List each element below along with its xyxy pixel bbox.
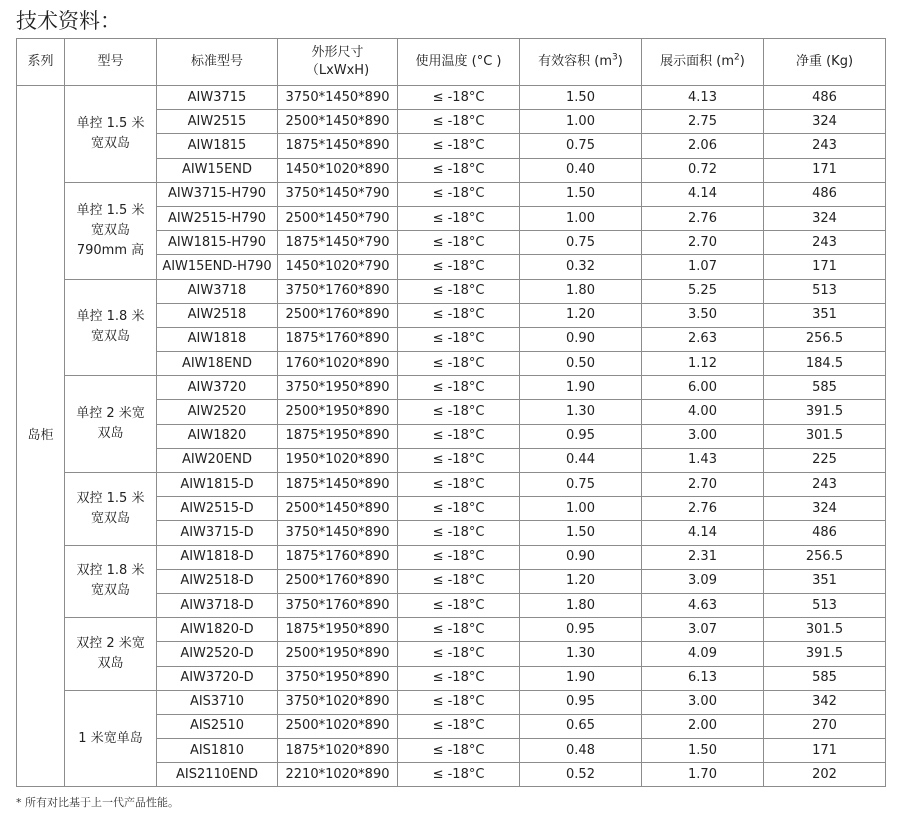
volume-cell: 0.48 bbox=[520, 739, 642, 763]
area-cell: 2.75 bbox=[642, 110, 764, 134]
model-cell: AIW2515-D bbox=[157, 497, 278, 521]
volume-cell: 0.90 bbox=[520, 545, 642, 569]
model-cell: AIW18END bbox=[157, 352, 278, 376]
header-model: 标准型号 bbox=[157, 39, 278, 86]
dimensions-cell: 2210*1020*890 bbox=[278, 763, 398, 787]
area-cell: 3.00 bbox=[642, 690, 764, 714]
volume-cell: 0.40 bbox=[520, 158, 642, 182]
temperature-cell: ≤ -18°C bbox=[398, 497, 520, 521]
model-cell: AIW1815-H790 bbox=[157, 231, 278, 255]
weight-cell: 202 bbox=[764, 763, 886, 787]
volume-cell: 0.44 bbox=[520, 448, 642, 472]
model-cell: AIS3710 bbox=[157, 690, 278, 714]
header-dimensions-line2: （LxWxH) bbox=[305, 63, 370, 78]
weight-cell: 256.5 bbox=[764, 327, 886, 351]
table-row bbox=[17, 690, 886, 714]
dimensions-cell: 2500*1450*790 bbox=[278, 206, 398, 230]
area-cell: 3.50 bbox=[642, 303, 764, 327]
temperature-cell: ≤ -18°C bbox=[398, 763, 520, 787]
volume-cell: 1.20 bbox=[520, 303, 642, 327]
dimensions-cell: 3750*1950*890 bbox=[278, 376, 398, 400]
series-cell: 岛柜 bbox=[17, 86, 65, 787]
area-cell: 1.43 bbox=[642, 448, 764, 472]
header-series: 系列 bbox=[17, 39, 65, 86]
temperature-cell: ≤ -18°C bbox=[398, 593, 520, 617]
area-cell: 1.70 bbox=[642, 763, 764, 787]
weight-cell: 243 bbox=[764, 231, 886, 255]
dimensions-cell: 3750*1760*890 bbox=[278, 593, 398, 617]
model-cell: AIW3718-D bbox=[157, 593, 278, 617]
volume-cell: 0.75 bbox=[520, 473, 642, 497]
weight-cell: 243 bbox=[764, 134, 886, 158]
volume-cell: 0.75 bbox=[520, 134, 642, 158]
model-cell: AIW2515-H790 bbox=[157, 206, 278, 230]
volume-cell: 1.30 bbox=[520, 642, 642, 666]
area-cell: 5.25 bbox=[642, 279, 764, 303]
temperature-cell: ≤ -18°C bbox=[398, 327, 520, 351]
temperature-cell: ≤ -18°C bbox=[398, 690, 520, 714]
dimensions-cell: 2500*1020*890 bbox=[278, 714, 398, 738]
temperature-cell: ≤ -18°C bbox=[398, 618, 520, 642]
area-cell: 3.09 bbox=[642, 569, 764, 593]
header-temperature: 使用温度 (°C ) bbox=[398, 39, 520, 86]
weight-cell: 301.5 bbox=[764, 424, 886, 448]
volume-cell: 1.00 bbox=[520, 110, 642, 134]
volume-cell: 1.30 bbox=[520, 400, 642, 424]
volume-cell: 0.75 bbox=[520, 231, 642, 255]
table-header-row bbox=[17, 39, 886, 86]
dimensions-cell: 1875*1760*890 bbox=[278, 327, 398, 351]
area-cell: 0.72 bbox=[642, 158, 764, 182]
area-cell: 3.07 bbox=[642, 618, 764, 642]
model-cell: AIW15END-H790 bbox=[157, 255, 278, 279]
weight-cell: 513 bbox=[764, 279, 886, 303]
table-row bbox=[17, 618, 886, 642]
weight-cell: 184.5 bbox=[764, 352, 886, 376]
temperature-cell: ≤ -18°C bbox=[398, 86, 520, 110]
group-cell: 单控 1.5 米宽双岛 790mm 高 bbox=[65, 182, 157, 279]
area-cell: 2.70 bbox=[642, 473, 764, 497]
area-cell: 2.00 bbox=[642, 714, 764, 738]
weight-cell: 351 bbox=[764, 303, 886, 327]
dimensions-cell: 1950*1020*890 bbox=[278, 448, 398, 472]
temperature-cell: ≤ -18°C bbox=[398, 182, 520, 206]
group-cell: 单控 1.8 米宽双岛 bbox=[65, 279, 157, 376]
temperature-cell: ≤ -18°C bbox=[398, 424, 520, 448]
dimensions-cell: 1875*1760*890 bbox=[278, 545, 398, 569]
weight-cell: 171 bbox=[764, 158, 886, 182]
weight-cell: 324 bbox=[764, 497, 886, 521]
volume-cell: 0.52 bbox=[520, 763, 642, 787]
weight-cell: 324 bbox=[764, 110, 886, 134]
dimensions-cell: 2500*1450*890 bbox=[278, 110, 398, 134]
area-cell: 2.63 bbox=[642, 327, 764, 351]
weight-cell: 243 bbox=[764, 473, 886, 497]
group-cell: 单控 1.5 米宽双岛 bbox=[65, 86, 157, 183]
dimensions-cell: 2500*1950*890 bbox=[278, 400, 398, 424]
area-cell: 4.63 bbox=[642, 593, 764, 617]
temperature-cell: ≤ -18°C bbox=[398, 134, 520, 158]
header-area-label: 展示面积 (m bbox=[660, 54, 735, 69]
table-row bbox=[17, 279, 886, 303]
volume-cell: 0.32 bbox=[520, 255, 642, 279]
model-cell: AIW1818-D bbox=[157, 545, 278, 569]
temperature-cell: ≤ -18°C bbox=[398, 158, 520, 182]
volume-cell: 0.90 bbox=[520, 327, 642, 351]
temperature-cell: ≤ -18°C bbox=[398, 255, 520, 279]
area-cell: 6.00 bbox=[642, 376, 764, 400]
volume-cell: 0.95 bbox=[520, 424, 642, 448]
weight-cell: 171 bbox=[764, 739, 886, 763]
model-cell: AIS2110END bbox=[157, 763, 278, 787]
spec-table-body bbox=[17, 86, 886, 787]
weight-cell: 256.5 bbox=[764, 545, 886, 569]
temperature-cell: ≤ -18°C bbox=[398, 666, 520, 690]
weight-cell: 225 bbox=[764, 448, 886, 472]
page-title: 技术资料： bbox=[16, 9, 121, 33]
weight-cell: 270 bbox=[764, 714, 886, 738]
weight-cell: 342 bbox=[764, 690, 886, 714]
weight-cell: 486 bbox=[764, 86, 886, 110]
volume-cell: 1.00 bbox=[520, 497, 642, 521]
dimensions-cell: 1875*1020*890 bbox=[278, 739, 398, 763]
temperature-cell: ≤ -18°C bbox=[398, 521, 520, 545]
volume-cell: 1.50 bbox=[520, 182, 642, 206]
area-cell: 2.31 bbox=[642, 545, 764, 569]
table-row bbox=[17, 545, 886, 569]
volume-cell: 0.65 bbox=[520, 714, 642, 738]
header-dimensions bbox=[278, 39, 398, 86]
temperature-cell: ≤ -18°C bbox=[398, 545, 520, 569]
group-cell: 单控 2 米宽双岛 bbox=[65, 376, 157, 473]
model-cell: AIW3720-D bbox=[157, 666, 278, 690]
temperature-cell: ≤ -18°C bbox=[398, 569, 520, 593]
volume-cell: 1.00 bbox=[520, 206, 642, 230]
temperature-cell: ≤ -18°C bbox=[398, 400, 520, 424]
weight-cell: 585 bbox=[764, 666, 886, 690]
temperature-cell: ≤ -18°C bbox=[398, 110, 520, 134]
table-row bbox=[17, 376, 886, 400]
area-cell: 4.09 bbox=[642, 642, 764, 666]
model-cell: AIW2515 bbox=[157, 110, 278, 134]
group-cell: 1 米宽单岛 bbox=[65, 690, 157, 787]
temperature-cell: ≤ -18°C bbox=[398, 231, 520, 255]
area-cell: 2.76 bbox=[642, 497, 764, 521]
header-area-sup: 2 bbox=[734, 52, 740, 63]
model-cell: AIW1815 bbox=[157, 134, 278, 158]
dimensions-cell: 2500*1760*890 bbox=[278, 569, 398, 593]
table-row bbox=[17, 86, 886, 110]
weight-cell: 391.5 bbox=[764, 642, 886, 666]
header-weight: 净重 (Kg) bbox=[764, 39, 886, 86]
dimensions-cell: 1450*1020*890 bbox=[278, 158, 398, 182]
dimensions-cell: 2500*1450*890 bbox=[278, 497, 398, 521]
dimensions-cell: 3750*1450*890 bbox=[278, 521, 398, 545]
spec-table bbox=[16, 38, 886, 787]
volume-cell: 1.50 bbox=[520, 521, 642, 545]
temperature-cell: ≤ -18°C bbox=[398, 376, 520, 400]
dimensions-cell: 1875*1450*790 bbox=[278, 231, 398, 255]
area-cell: 1.07 bbox=[642, 255, 764, 279]
temperature-cell: ≤ -18°C bbox=[398, 473, 520, 497]
area-cell: 4.13 bbox=[642, 86, 764, 110]
area-cell: 1.50 bbox=[642, 739, 764, 763]
area-cell: 2.70 bbox=[642, 231, 764, 255]
dimensions-cell: 2500*1760*890 bbox=[278, 303, 398, 327]
weight-cell: 301.5 bbox=[764, 618, 886, 642]
volume-cell: 0.95 bbox=[520, 690, 642, 714]
dimensions-cell: 3750*1450*790 bbox=[278, 182, 398, 206]
header-volume-label: 有效容积 (m bbox=[538, 54, 613, 69]
dimensions-cell: 3750*1450*890 bbox=[278, 86, 398, 110]
header-area bbox=[642, 39, 764, 86]
temperature-cell: ≤ -18°C bbox=[398, 642, 520, 666]
area-cell: 3.00 bbox=[642, 424, 764, 448]
dimensions-cell: 3750*1020*890 bbox=[278, 690, 398, 714]
volume-cell: 1.20 bbox=[520, 569, 642, 593]
dimensions-cell: 1875*1950*890 bbox=[278, 424, 398, 448]
model-cell: AIW3715 bbox=[157, 86, 278, 110]
temperature-cell: ≤ -18°C bbox=[398, 352, 520, 376]
model-cell: AIW1820-D bbox=[157, 618, 278, 642]
area-cell: 2.76 bbox=[642, 206, 764, 230]
model-cell: AIW3715-H790 bbox=[157, 182, 278, 206]
temperature-cell: ≤ -18°C bbox=[398, 303, 520, 327]
weight-cell: 171 bbox=[764, 255, 886, 279]
table-row bbox=[17, 473, 886, 497]
weight-cell: 324 bbox=[764, 206, 886, 230]
dimensions-cell: 3750*1950*890 bbox=[278, 666, 398, 690]
group-cell: 双控 2 米宽双岛 bbox=[65, 618, 157, 691]
weight-cell: 486 bbox=[764, 521, 886, 545]
temperature-cell: ≤ -18°C bbox=[398, 279, 520, 303]
volume-cell: 1.50 bbox=[520, 86, 642, 110]
area-cell: 4.14 bbox=[642, 182, 764, 206]
header-area-close: ) bbox=[739, 54, 745, 69]
weight-cell: 513 bbox=[764, 593, 886, 617]
header-volume-close: ) bbox=[617, 54, 623, 69]
dimensions-cell: 1875*1450*890 bbox=[278, 473, 398, 497]
weight-cell: 486 bbox=[764, 182, 886, 206]
dimensions-cell: 1450*1020*790 bbox=[278, 255, 398, 279]
table-row bbox=[17, 182, 886, 206]
temperature-cell: ≤ -18°C bbox=[398, 448, 520, 472]
dimensions-cell: 1875*1450*890 bbox=[278, 134, 398, 158]
dimensions-cell: 1760*1020*890 bbox=[278, 352, 398, 376]
model-cell: AIW3718 bbox=[157, 279, 278, 303]
dimensions-cell: 3750*1760*890 bbox=[278, 279, 398, 303]
weight-cell: 391.5 bbox=[764, 400, 886, 424]
volume-cell: 0.95 bbox=[520, 618, 642, 642]
group-cell: 双控 1.8 米宽双岛 bbox=[65, 545, 157, 618]
model-cell: AIW15END bbox=[157, 158, 278, 182]
volume-cell: 1.80 bbox=[520, 279, 642, 303]
footnote: * 所有对比基于上一代产品性能。 bbox=[16, 796, 179, 809]
model-cell: AIW2520 bbox=[157, 400, 278, 424]
volume-cell: 0.50 bbox=[520, 352, 642, 376]
area-cell: 1.12 bbox=[642, 352, 764, 376]
weight-cell: 585 bbox=[764, 376, 886, 400]
header-group: 型号 bbox=[65, 39, 157, 86]
model-cell: AIW20END bbox=[157, 448, 278, 472]
dimensions-cell: 1875*1950*890 bbox=[278, 618, 398, 642]
header-dimensions-line1: 外形尺寸 bbox=[311, 45, 364, 60]
volume-cell: 1.90 bbox=[520, 376, 642, 400]
area-cell: 2.06 bbox=[642, 134, 764, 158]
model-cell: AIW3715-D bbox=[157, 521, 278, 545]
model-cell: AIW1820 bbox=[157, 424, 278, 448]
model-cell: AIW2518 bbox=[157, 303, 278, 327]
group-cell: 双控 1.5 米宽双岛 bbox=[65, 473, 157, 546]
volume-cell: 1.90 bbox=[520, 666, 642, 690]
volume-cell: 1.80 bbox=[520, 593, 642, 617]
header-volume-sup: 3 bbox=[612, 52, 618, 63]
model-cell: AIW1818 bbox=[157, 327, 278, 351]
model-cell: AIS1810 bbox=[157, 739, 278, 763]
weight-cell: 351 bbox=[764, 569, 886, 593]
area-cell: 4.00 bbox=[642, 400, 764, 424]
area-cell: 4.14 bbox=[642, 521, 764, 545]
dimensions-cell: 2500*1950*890 bbox=[278, 642, 398, 666]
area-cell: 6.13 bbox=[642, 666, 764, 690]
temperature-cell: ≤ -18°C bbox=[398, 206, 520, 230]
temperature-cell: ≤ -18°C bbox=[398, 714, 520, 738]
model-cell: AIW2518-D bbox=[157, 569, 278, 593]
model-cell: AIS2510 bbox=[157, 714, 278, 738]
header-volume bbox=[520, 39, 642, 86]
temperature-cell: ≤ -18°C bbox=[398, 739, 520, 763]
model-cell: AIW1815-D bbox=[157, 473, 278, 497]
model-cell: AIW2520-D bbox=[157, 642, 278, 666]
model-cell: AIW3720 bbox=[157, 376, 278, 400]
